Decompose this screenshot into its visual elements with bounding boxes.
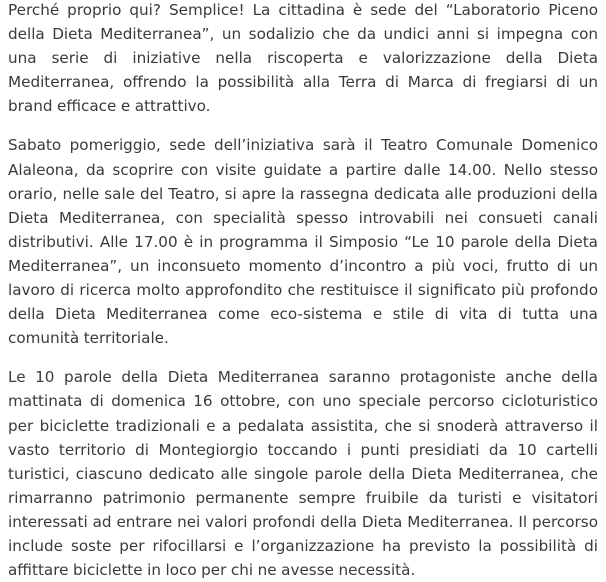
paragraph-intro: Perché proprio qui? Semplice! La cittadina è sede del “Laboratorio Piceno della Dieta Mediterranea”, un sodalizio che da undici anni si impegna con una serie di iniziative nella riscoperta e valorizzazione della Dieta Mediterranea, offrendo la possibilità alla Terra di Marca di fregiarsi di un brand efficace e attrattivo.	[8, 1, 598, 116]
paragraph-saturday: Sabato pomeriggio, sede dell’iniziativa sarà il Teatro Comunale Domenico Alaleona, da scoprire con visite guidate a partire dalle 14.00. Nello stesso orario, nelle sale del Teatro, si apre la rassegna dedicata alle produzioni della Dieta Mediterranea, con specialità spesso introvabili nei consueti canali distributivi. Alle 17.00 è in programma il Simposio “Le 10 parole della Dieta Mediterranea”, un inconsueto momento d’incontro a più voci, frutto di un lavoro di ricerca molto approfondito che restituisce il significato più profondo della Dieta Mediterranea come eco-sistema e stile di vita di tutta una comunità territoriale.	[8, 136, 598, 348]
paragraph-sunday: Le 10 parole della Dieta Mediterranea saranno protagoniste anche della mattinata di domenica 16 ottobre, con uno speciale percorso cicloturistico per biciclette tradizionali e a pedalata assistita, che si snoderà attraverso il vasto territorio di Montegiorgio toccando i punti presidiati da 10 cartelli turistici, ciascuno dedicato alle singole parole della Dieta Mediterranea, che rimarranno patrimonio permanente sempre fruibile da turisti e visitatori interessati ad entrare nei valori profondi della Dieta Mediterranea. Il percorso include soste per rifocillarsi e l’organizzazione ha previsto la possibilità di affittare biciclette in loco per chi ne avesse necessità.	[8, 368, 598, 580]
